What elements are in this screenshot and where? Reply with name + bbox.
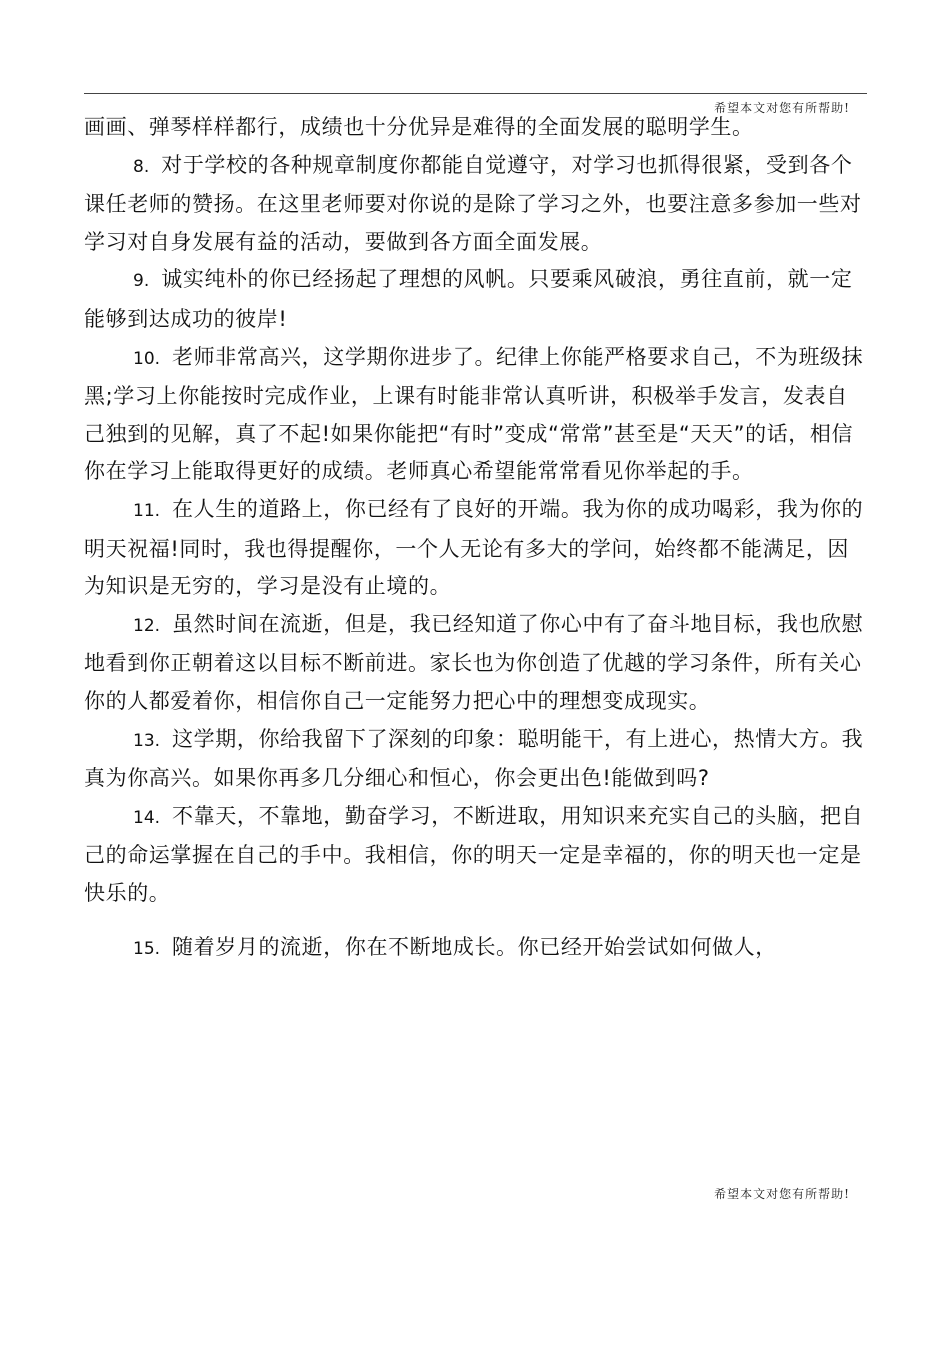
header-rule [84,93,867,94]
comment-item-13 [84,721,869,798]
item-number: 11. [133,500,161,521]
item-text: 诚实纯朴的你已经扬起了理想的风帆。只要乘风破浪，勇往直前，就一定能够到达成功的彼岸! [84,267,853,331]
item-text: 不靠天，不靠地，勤奋学习，不断进取，用知识来充实自己的头脑，把自己的命运掌握在自己的手中。我相信，你的明天一定是幸福的，你的明天也一定是快乐的。 [84,803,864,905]
item-number: 15. [133,939,161,960]
comment-item-9 [84,261,869,338]
item-text: 随着岁月的流逝，你在不断地成长。你已经开始尝试如何做人， [172,935,777,960]
document-body [84,109,869,969]
item-number: 13. [133,730,161,751]
comment-item-8 [84,147,869,262]
footer-note: 希望本文对您有所帮助! [714,1187,850,1201]
item-text: 老师非常高兴，这学期你进步了。纪律上你能严格要求自己，不为班级抹黑;学习上你能按时完成作业，上课有时能非常认真听讲，积极举手发言，发表自己独到的见解，真了不起!如果你能把“有时”变成“常常”甚至是“天天”的话，相信你在学习上能取得更好的成绩。老师真心希望能常常看见你举起的手。 [84,344,864,484]
item-number: 8. [133,156,150,177]
item-number: 12. [133,615,161,636]
comment-item-10 [84,339,869,491]
header-note: 希望本文对您有所帮助! [714,101,850,115]
item-text: 这学期，你给我留下了深刻的印象：聪明能干，有上进心，热情大方。我真为你高兴。如果你再多几分细心和恒心，你会更出色!能做到吗? [84,726,864,791]
comment-item-12 [84,606,869,721]
comment-item-14 [84,798,869,913]
item-text: 在人生的道路上，你已经有了良好的开端。我为你的成功喝彩，我为你的明天祝福!同时，我也得提醒你，一个人无论有多大的学问，始终都不能满足，因为知识是无穷的，学习是没有止境的。 [84,496,864,599]
comment-item-15 [84,929,869,969]
item-text: 虽然时间在流逝，但是，我已经知道了你心中有了奋斗地目标，我也欣慰地看到你正朝着这以目标不断前进。家长也为你创造了优越的学习条件，所有关心你的人都爱着你，相信你自己一定能努力把心中的理想变成现实。 [84,611,864,713]
item-number: 10. [133,348,161,369]
item-number: 9. [133,271,150,292]
comment-item-11 [84,491,869,606]
item-text: 对于学校的各种规章制度你都能自觉遵守，对学习也抓得很紧，受到各个课任老师的赞扬。在这里老师要对你说的是除了学习之外，也要注意多参加一些对学习对自身发展有益的活动，要做到各方面全面发展。 [84,152,862,254]
item-number: 14. [133,807,161,828]
continuation-paragraph: 画画、弹琴样样都行，成绩也十分优异是难得的全面发展的聪明学生。 [84,115,754,139]
